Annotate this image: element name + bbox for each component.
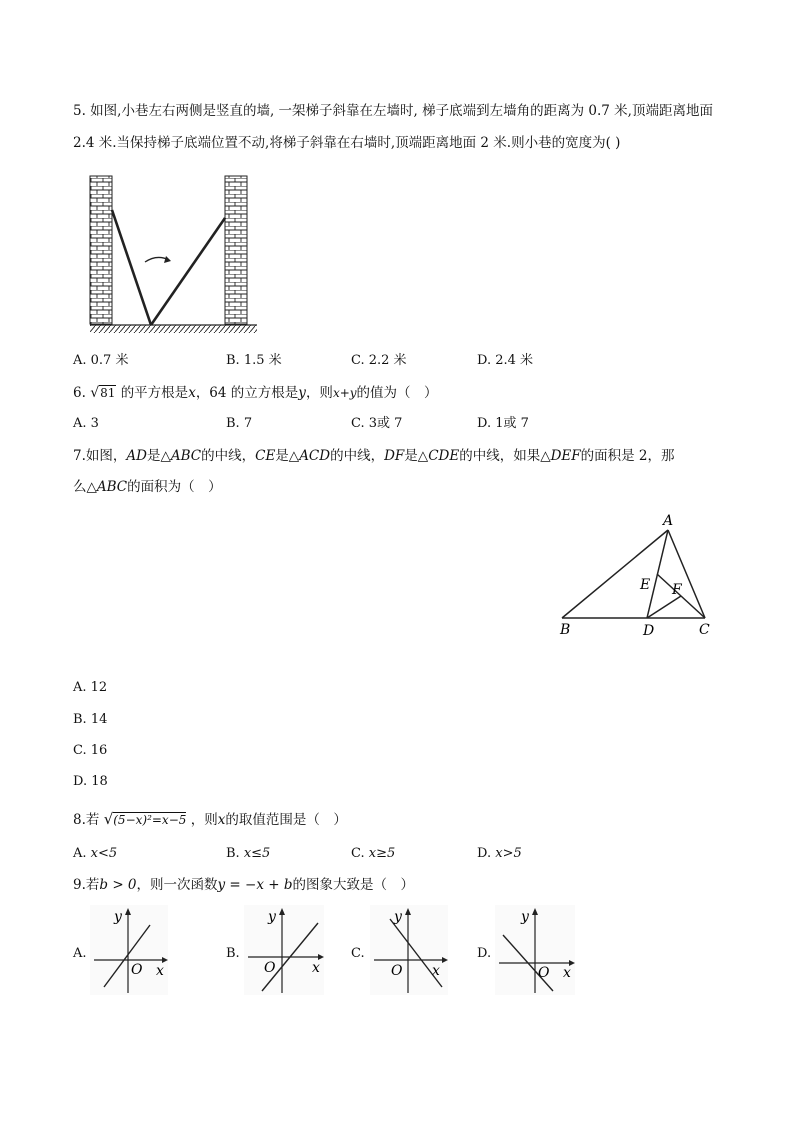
sqrt-symbol: √ — [90, 385, 100, 401]
svg-text:x: x — [312, 960, 320, 976]
q5-option-a: A. 0.7 米 — [73, 353, 129, 368]
q9-graph-b — [244, 905, 324, 995]
q5-option-c: C. 2.2 米 — [351, 353, 407, 368]
ladder-left — [112, 210, 151, 325]
q7-option-b: B. 14 — [73, 712, 108, 727]
svg-text:y: y — [521, 909, 529, 925]
label-c: C — [699, 622, 710, 638]
q9-graph-a — [90, 905, 168, 995]
svg-text:O: O — [538, 965, 550, 981]
q8-option-a: A. x<5 — [73, 846, 118, 861]
label-a: A — [663, 513, 674, 529]
left-wall — [90, 176, 112, 324]
segment-ab — [562, 530, 668, 618]
svg-text:x: x — [156, 963, 164, 979]
ladder-right — [151, 218, 225, 325]
q9-graph-c — [370, 905, 448, 995]
q5-alley-diagram — [85, 170, 260, 340]
label-f: F — [672, 582, 682, 598]
q7-option-c: C. 16 — [73, 743, 108, 758]
q6-option-d: D. 1或 7 — [477, 416, 529, 431]
q7-triangle-diagram — [555, 510, 725, 645]
right-wall — [225, 176, 247, 324]
q6-option-c: C. 3或 7 — [351, 416, 403, 431]
q6-radicand: 81 — [100, 386, 116, 400]
q5-option-d: D. 2.4 米 — [477, 353, 534, 368]
svg-text:O: O — [264, 960, 276, 976]
label-b: B — [560, 622, 571, 638]
q9-stem: 9.若b > 0，则一次函数y = −x + b的图象大致是（ ） — [73, 877, 414, 893]
label-e: E — [640, 577, 651, 593]
q9-option-a-letter: A. — [73, 946, 87, 961]
segment-ac — [668, 530, 705, 618]
q9-option-b-letter: B. — [226, 946, 240, 961]
q8-option-c: C. x≥5 — [351, 846, 396, 861]
q6-option-a: A. 3 — [73, 416, 99, 431]
q7-line-2: 么△ABC的面积为（ ） — [73, 479, 222, 495]
q6-option-b: B. 7 — [226, 416, 253, 431]
q8-option-d: D. x>5 — [477, 846, 522, 861]
svg-text:y: y — [268, 909, 276, 925]
q5-line-2: 2.4 米.当保持梯子底端位置不动,将梯子斜靠在右墙时,顶端距离地面 2 米.则小巷的宽度为( ) — [73, 135, 621, 151]
q8-radicand: (5−x)²=x−5 — [113, 813, 187, 827]
svg-text:y: y — [394, 909, 402, 925]
q7-line-1: 7.如图，AD是△ABC的中线，CE是△ACD的中线，DF是△CDE的中线，如果△DEF的面积是 2，那 — [73, 448, 675, 464]
svg-text:O: O — [131, 962, 143, 978]
label-d: D — [643, 623, 655, 639]
q7-option-a: A. 12 — [73, 680, 108, 695]
q6-stem: 6. √81 的平方根是x，64 的立方根是y，则x+y的值为（ ） — [73, 385, 438, 401]
svg-text:x: x — [563, 965, 571, 981]
q5-line-1: 5. 如图,小巷左右两侧是竖直的墙, 一架梯子斜靠在左墙时, 梯子底端到左墙角的距离为 0.7 米,顶端距离地面 — [73, 103, 713, 119]
q5-option-b: B. 1.5 米 — [226, 353, 282, 368]
q9-option-d-letter: D. — [477, 946, 492, 961]
q8-option-b: B. x≤5 — [226, 846, 271, 861]
svg-text:y: y — [114, 909, 122, 925]
q9-option-c-letter: C. — [351, 946, 365, 961]
ground-hatch — [90, 325, 257, 333]
q7-option-d: D. 18 — [73, 774, 108, 789]
q8-stem: 8.若 √(5−x)²=x−5 ，则x的取值范围是（ ） — [73, 810, 347, 828]
svg-text:x: x — [432, 963, 440, 979]
q9-graph-d — [495, 905, 575, 995]
svg-text:O: O — [391, 963, 403, 979]
